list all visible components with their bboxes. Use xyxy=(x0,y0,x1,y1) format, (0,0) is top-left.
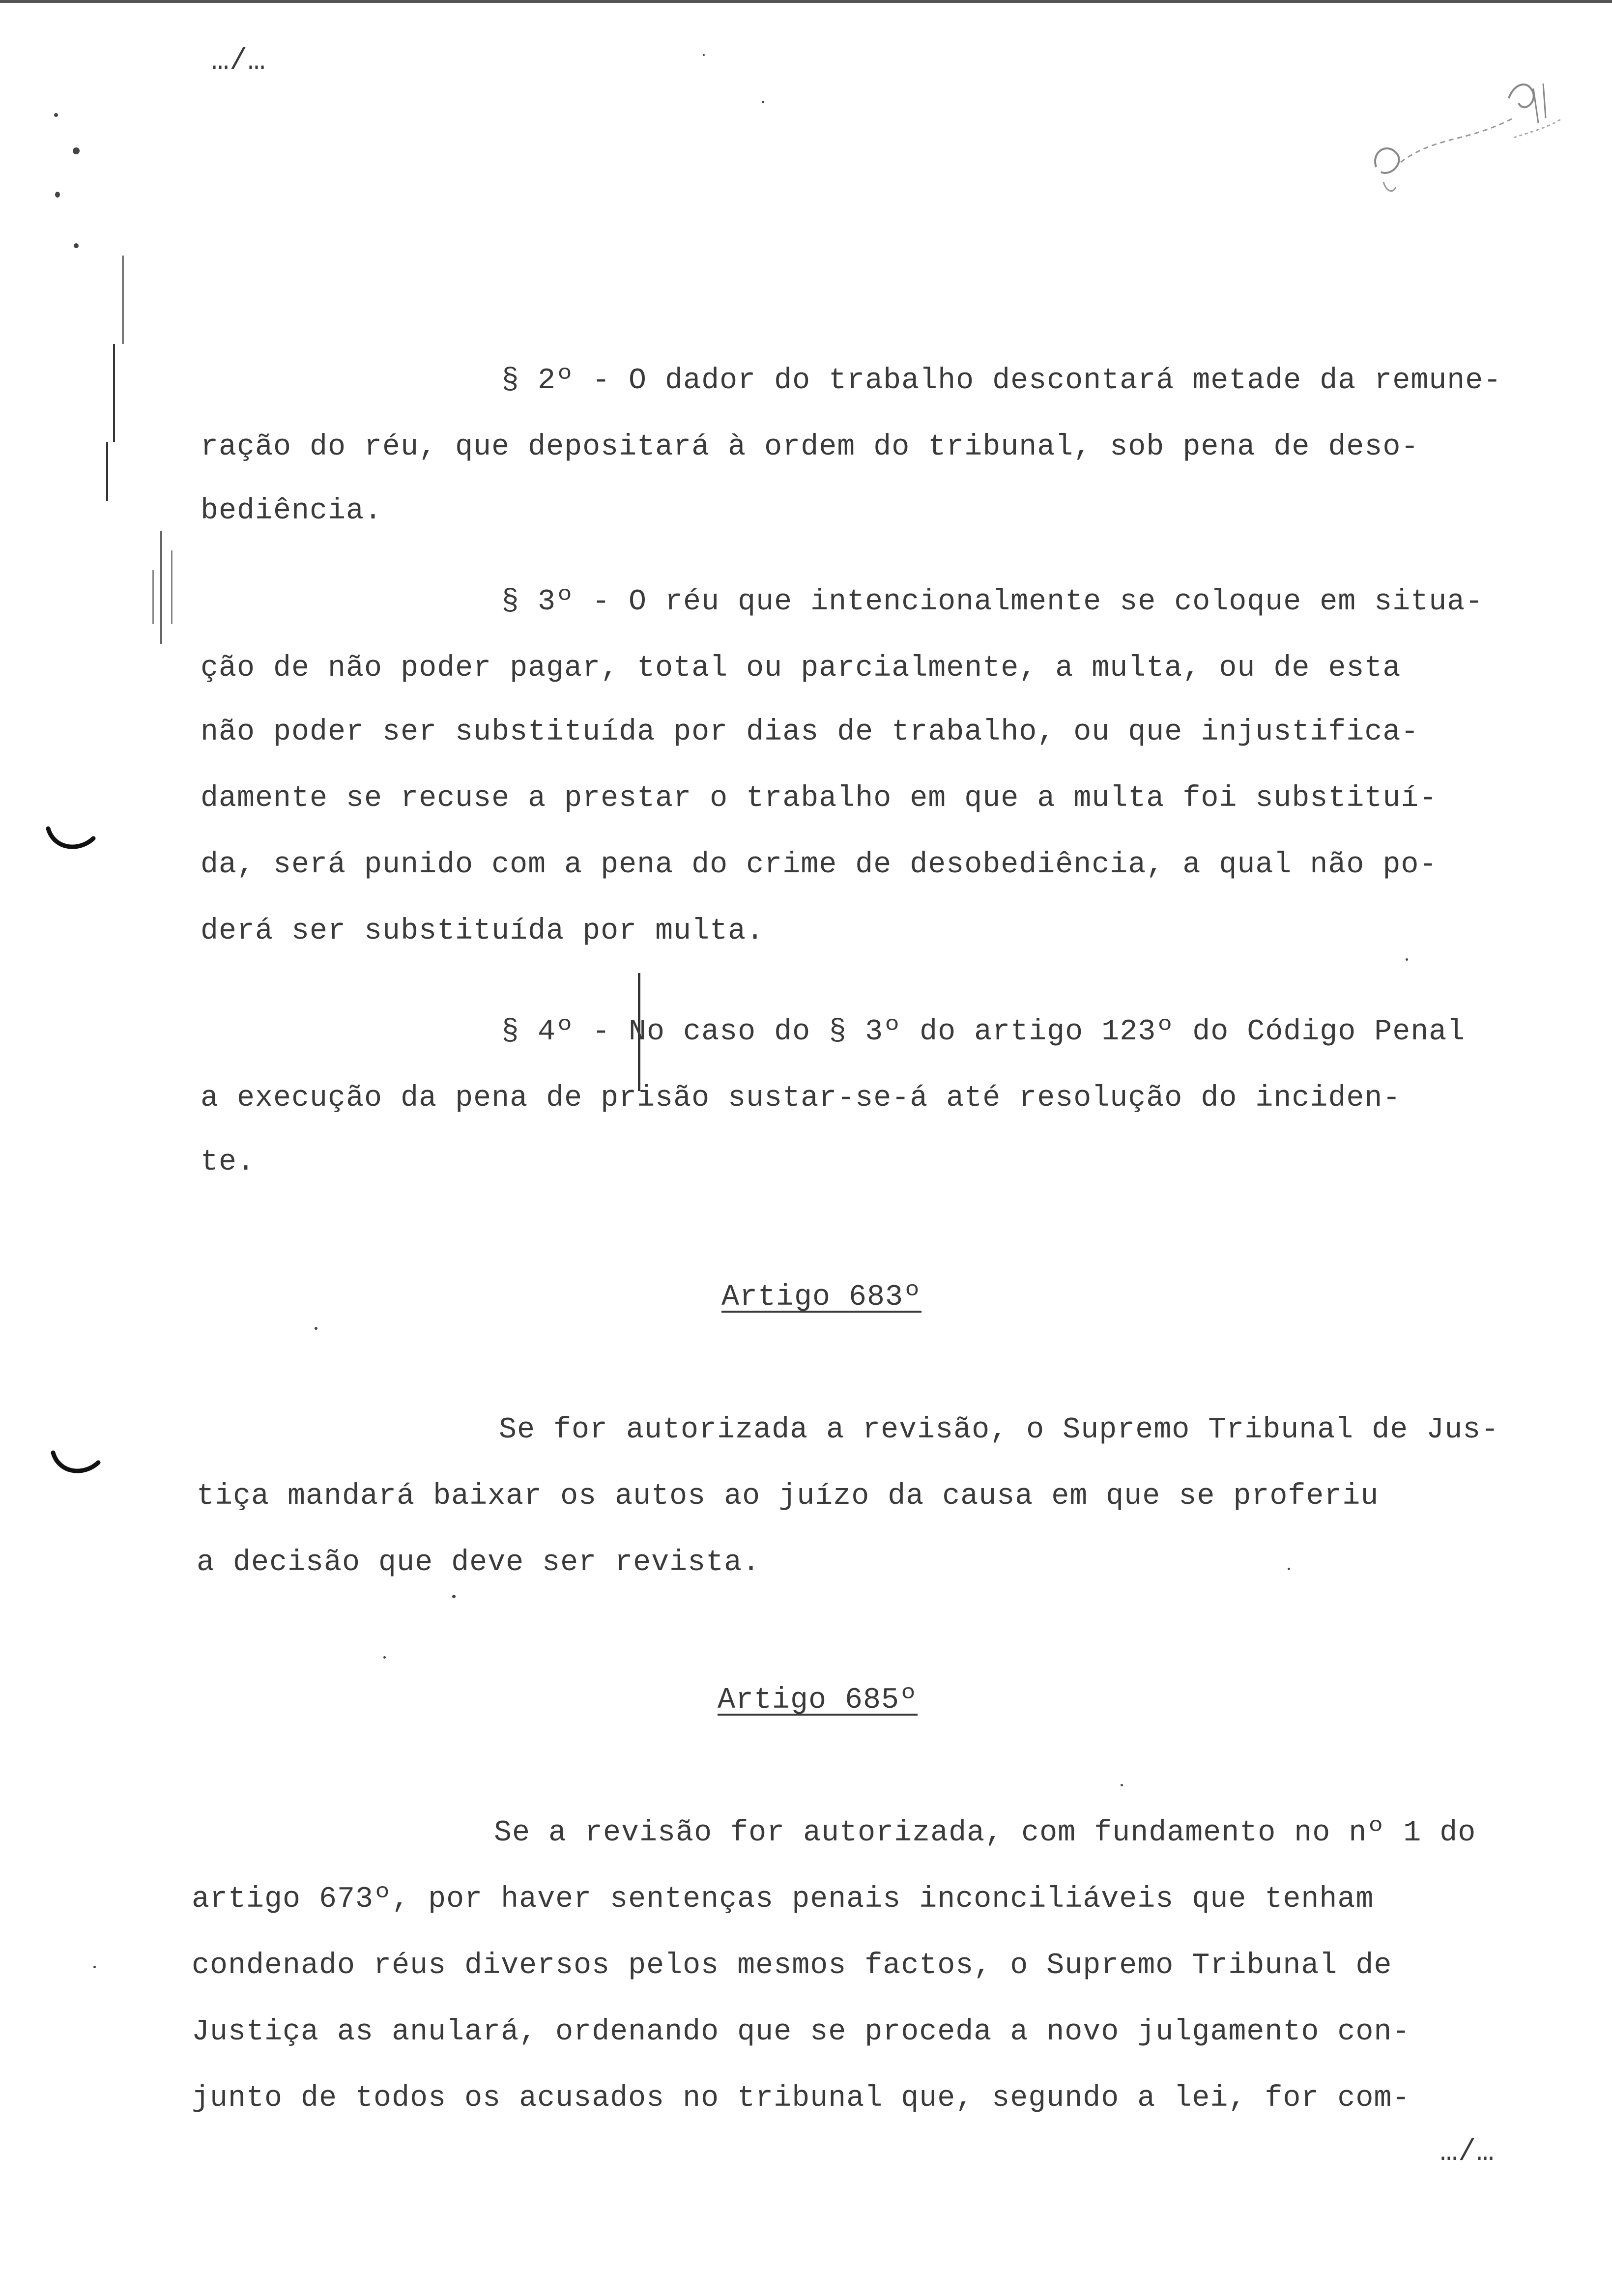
scan-speck xyxy=(93,1966,96,1968)
article-685-line-5: junto de todos os acusados no tribunal que, segundo a lei, for com- xyxy=(192,2082,1410,2115)
para-3-line-1: § 3º - O réu que intencionalmente se coloque em situa- xyxy=(501,585,1484,619)
article-685-line-2: artigo 673º, por haver sentenças penais inconciliáveis que tenham xyxy=(192,1883,1374,1916)
margin-dot xyxy=(74,243,79,248)
handwritten-stamp xyxy=(1366,69,1573,197)
margin-vertical-line xyxy=(106,442,108,501)
scan-speck xyxy=(315,1327,317,1330)
scan-speck xyxy=(383,1656,386,1659)
scan-speck xyxy=(1121,1784,1123,1786)
continuation-mark-bottom: …/… xyxy=(1440,2136,1495,2169)
scan-speck xyxy=(452,1595,456,1598)
continuation-mark-top: …/… xyxy=(211,45,266,78)
para-3-line-3: não poder ser substituída por dias de trabalho, ou que injustifica- xyxy=(201,716,1419,749)
article-683-line-2: tiça mandará baixar os autos ao juízo da causa em que se proferiu xyxy=(197,1480,1379,1513)
margin-dot xyxy=(54,113,58,117)
article-683-heading: Artigo 683º xyxy=(721,1281,922,1314)
margin-curve-mark xyxy=(49,1450,103,1479)
margin-vertical-line xyxy=(160,531,162,644)
para-4-line-3: te. xyxy=(201,1146,256,1179)
margin-vertical-line xyxy=(113,344,115,442)
para-3-line-5: da, será punido com a pena do crime de desobediência, a qual não po- xyxy=(201,848,1438,882)
margin-curve-mark xyxy=(44,826,98,855)
para-4-line-2: a execução da pena de prisão sustar-se-á até resolução do inciden- xyxy=(201,1082,1401,1115)
para-2-line-2: ração do réu, que depositará à ordem do tribunal, sob pena de deso- xyxy=(201,430,1419,464)
para-3-line-2: ção de não poder pagar, total ou parcialmente, a multa, ou de esta xyxy=(201,652,1401,685)
top-edge-rule xyxy=(0,0,1612,3)
scan-speck xyxy=(1406,958,1408,961)
margin-vertical-line xyxy=(152,570,154,624)
para-2-line-1: § 2º - O dador do trabalho descontará metade da remune- xyxy=(501,364,1502,398)
para-3-line-4: damente se recuse a prestar o trabalho em que a multa foi substituí- xyxy=(201,782,1438,815)
scan-speck xyxy=(1288,1568,1290,1570)
para-2-line-3: bediência. xyxy=(201,494,383,528)
margin-vertical-line xyxy=(171,550,173,624)
scan-speck xyxy=(703,54,705,56)
scan-speck xyxy=(762,101,764,103)
para-4-line-1: § 4º - No caso do § 3º do artigo 123º do Código Penal xyxy=(501,1015,1466,1049)
para-3-line-6: derá ser substituída por multa. xyxy=(201,915,765,948)
article-683-line-1: Se for autorizada a revisão, o Supremo Tribunal de Jus- xyxy=(499,1413,1499,1447)
article-685-line-1: Se a revisão for autorizada, com fundamento no nº 1 do xyxy=(494,1816,1476,1850)
article-685-line-4: Justiça as anulará, ordenando que se proceda a novo julgamento con- xyxy=(192,2015,1410,2049)
margin-vertical-line xyxy=(122,256,124,344)
margin-dot xyxy=(55,192,60,198)
margin-dot xyxy=(73,147,80,154)
article-683-line-3: a decisão que deve ser revista. xyxy=(197,1546,761,1579)
article-685-line-3: condenado réus diversos pelos mesmos factos, o Supremo Tribunal de xyxy=(192,1949,1392,1982)
article-685-heading: Artigo 685º xyxy=(718,1684,918,1717)
